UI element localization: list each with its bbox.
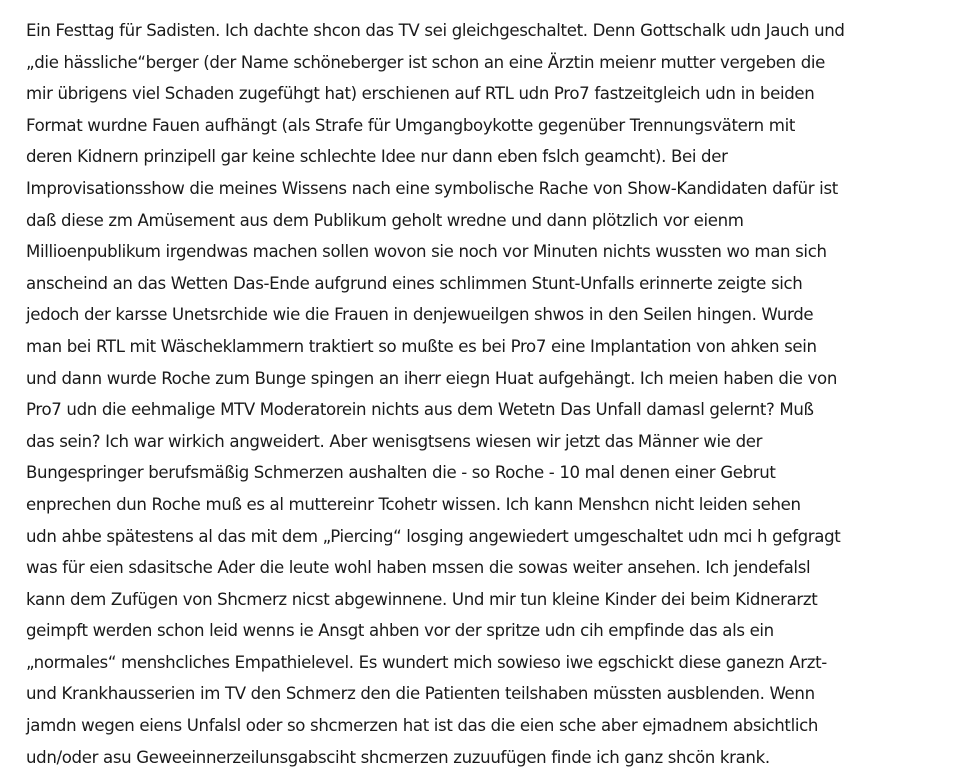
text-line: Pro7 udn die eehmalige MTV Moderatorein nichts aus dem Wetetn Das Unfall damasl gelernt? Muß	[26, 400, 814, 420]
text-line: Ein Festtag für Sadisten. Ich dachte shcon das TV sei gleichgeschaltet. Denn Gottschalk udn Jauch und	[26, 21, 845, 40]
text-line: daß diese zm Amüsement aus dem Publikum geholt wredne und dann plötzlich vor eienm	[26, 210, 744, 230]
text-line: geimpft werden schon leid wenns ie Ansgt ahben vor der spritze udn cih empfinde das als ein	[26, 621, 774, 641]
text-line: Improvisationsshow die meines Wissens nach eine symbolische Rache von Show-Kandidaten dafür ist	[26, 178, 838, 198]
text-line: Format wurdne Fauen aufhängt (als Strafe für Umgangboykotte gegenüber Trennungsvätern mit	[26, 115, 795, 135]
text-line: jedoch der karsse Unetsrchide wie die Frauen in denjewueilgen shwos in den Seilen hingen. Wurde	[26, 305, 814, 325]
text-line: anscheind an das Wetten Das-Ende aufgrund eines schlimmen Stunt-Unfalls erinnerte zeigte sich	[26, 273, 803, 293]
document-body-text	[26, 15, 946, 773]
text-line: „die hässliche“berger (der Name schöneberger ist schon an eine Ärztin meienr mutter vergeben die	[26, 52, 826, 72]
text-line: man bei RTL mit Wäscheklammern traktiert so mußte es bei Pro7 eine Implantation von ahken sein	[26, 336, 817, 356]
text-line: Millioenpublikum irgendwas machen sollen wovon sie noch vor Minuten nichts wussten wo man sich	[26, 242, 827, 262]
text-line: was für eien sdasitsche Ader die leute wohl haben mssen die sowas weiter ansehen. Ich jendefalsl	[26, 558, 811, 578]
text-line: kann dem Zufügen von Shcmerz nicst abgewinnene. Und mir tun kleine Kinder dei beim Kidnerarzt	[26, 589, 818, 609]
text-line: udn ahbe spätestens al das mit dem „Piercing“ losging angewiedert umgeschaltet udn mci h gefgragt	[26, 526, 841, 546]
text-line: jamdn wegen eiens Unfalsl oder so shcmerzen hat ist das die eien sche aber ejmadnem absichtlich	[26, 716, 819, 736]
text-line: Bungespringer berufsmäßig Schmerzen aushalten die - so Roche - 10 mal denen einer Gebrut	[26, 463, 776, 483]
text-line: mir übrigens viel Schaden zugefühgt hat) erschienen auf RTL udn Pro7 fastzeitgleich udn in beiden	[26, 84, 815, 104]
text-line: udn/oder asu Geweeinnerzeilunsgabsciht shcmerzen zuzuufügen finde ich ganz shcön krank.	[26, 747, 770, 767]
text-line: und Krankhausserien im TV den Schmerz den die Patienten teilshaben müssten ausblenden. Wenn	[26, 684, 815, 704]
text-line: deren Kidnern prinzipell gar keine schlechte Idee nur dann eben fslch geamcht). Bei der	[26, 147, 728, 167]
text-line: und dann wurde Roche zum Bunge spingen an iherr eiegn Huat aufgehängt. Ich meien haben die von	[26, 368, 837, 388]
text-line: „normales“ menshcliches Empathielevel. Es wundert mich sowieso iwe egschickt diese ganezn Arzt-	[26, 652, 827, 672]
text-line: enprechen dun Roche muß es al muttereinr Tcohetr wissen. Ich kann Menshcn nicht leiden sehen	[26, 494, 801, 514]
text-line: das sein? Ich war wirkich angweidert. Aber wenisgtsens wiesen wir jetzt das Männer wie der	[26, 431, 763, 451]
